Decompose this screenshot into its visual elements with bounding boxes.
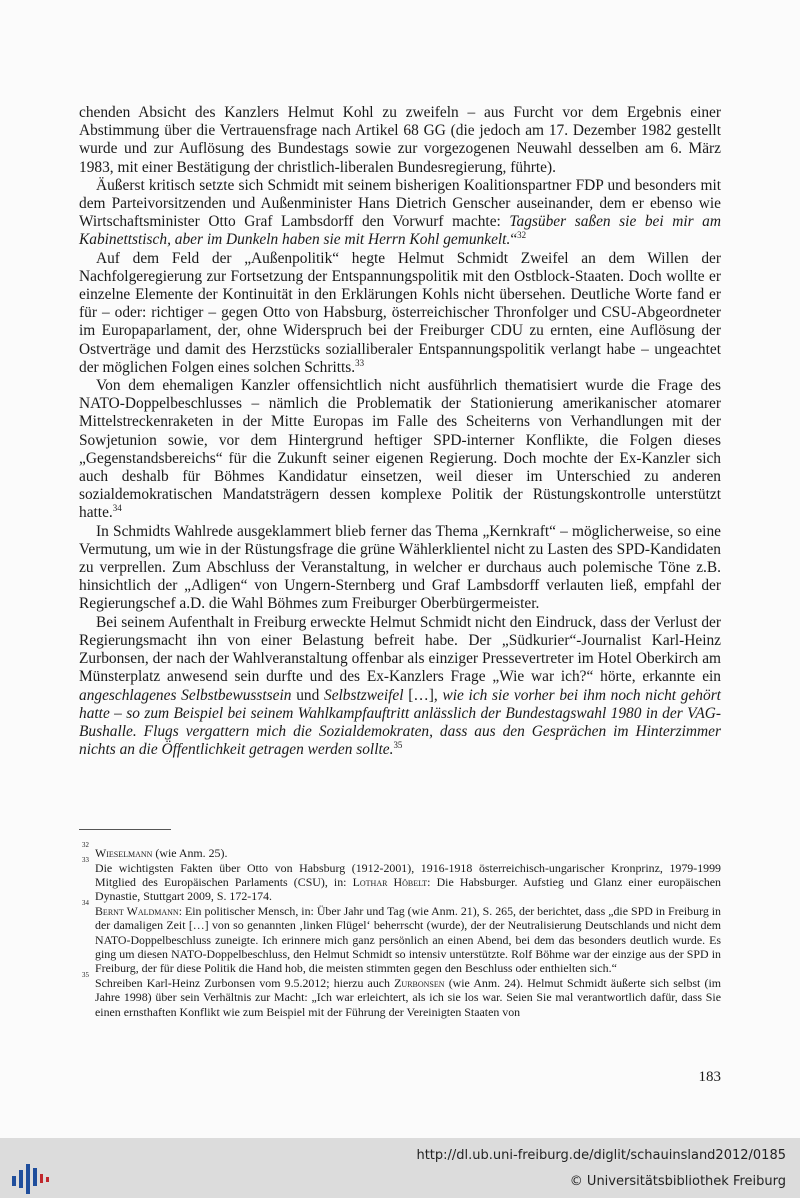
footnote-separator xyxy=(79,829,171,830)
footer-bar xyxy=(0,1138,800,1198)
body-text xyxy=(79,104,721,759)
quote-italic: Tagsüber saßen sie bei mir am Kabinettstisch, aber im Dunkeln haben sie mit Herrn Kohl gemunkelt. xyxy=(79,213,721,249)
quote-italic: wie ich sie vorher bei ihm noch nicht gehört hatte – so zum Beispiel bei seinem Wahlkampfauftritt anlässlich der Bundestagswahl 1980 in der VAG-Bushalle. Flugs vergattern mich die Sozialdemokraten, dass aus den Gesprächen im Hinterzimmer nichts an die Öffentlichkeit getragen werden sollte. xyxy=(79,686,721,759)
paragraph: Äußerst kritisch setzte sich Schmidt mit seinem bisherigen Koalitionspartner FDP und besonders mit dem Parteivorsitzenden und Außenminister Hans Dietrich Genscher auseinander, dem er ebenso wie Wirtschaftsminister Otto Graf Lambsdorff den Vorwurf machte: Tagsüber saßen sie bei mir am Kabinettstisch, aber im Dunkeln haben sie mit Herrn Kohl gemunkelt.“$^{32}$ xyxy=(79,176,721,249)
paragraph: chenden Absicht des Kanzlers Helmut Kohl zu zweifeln – aus Furcht vor dem Ergebnis einer Abstimmung über die Vertrauensfrage nach Artikel 68 GG (die jedoch am 17. Dezember 1982 gestellt wurde und zur Auflösung des Bundestags sowie zur vorgezogenen Neuwahl desselben am 6. März 1983, mit einer Bestätigung der christlich-liberalen Bundesregierung, führte). xyxy=(79,104,721,176)
footnote: 34 Bernt Waldmann: Ein politischer Mensch, in: Über Jahr und Tag (wie Anm. 21), S. 265, der berichtet, dass „die SPD in Freiburg in der damaligen Zeit […] von so genannten ‚linken Flügel‘ beherrscht (wurde), der der Neutralisierung Deutschlands und nicht dem NATO-Doppelbeschluss zuneigte. Ich erinnere mich ganz persönlich an einen Abend, bei dem das besonders deutlich wurde. Es ging um diesen NATO-Doppelbeschluss, den Helmut Schmidt so intensiv unterstützte. Rolf Böhme war der einzige aus der SPD in Freiburg, der für diese Politik die Hand hob, die meisten stimmten gegen den Beschluss oder enthielten sich.“ xyxy=(82,900,721,976)
paragraph: In Schmidts Wahlrede ausgeklammert blieb ferner das Thema „Kernkraft“ – möglicherweise, so eine Vermutung, um wie in der Rüstungsfrage die grüne Wählerklientel nicht zu Lasten des SPD-Kandidaten zu verprellen. Zum Abschluss der Veranstaltung, in welcher er durchaus auch polemische Töne z.B. hinsichtlich der „Adligen“ von Ungern-Sternberg und Graf Lambsdorff verlauten ließ, empfahl der Regierungschef a.D. die Wahl Böhmes zum Freiburger Oberbürgermeister. xyxy=(79,522,721,613)
source-url-link[interactable]: http://dl.ub.uni-freiburg.de/diglit/schauinsland2012/0185 xyxy=(416,1148,786,1163)
footnote-ref: 35 xyxy=(393,739,403,750)
footnote: 35 Schreiben Karl-Heinz Zurbonsen vom 9.5.2012; hierzu auch Zurbonsen (wie Anm. 24). Helmut Schmidt äußerte sich selbst (im Jahre 1998) über sein Verhältnis zur Macht: „Ich war erleichtert, als ich sie los war. Seien Sie mal verantwortlich dafür, dass Sie einen ernsthaften Konflikt wie zum Beispiel mit der Führung der Vereinigten Staaten von xyxy=(82,972,721,1019)
library-logo-icon xyxy=(10,1150,54,1194)
footnote-ref: 34 xyxy=(112,503,122,514)
footnote: 33 Die wichtigsten Fakten über Otto von Habsburg (1912-2001), 1916-1918 österreichisch-ungarischer Kronprinz, 1979-1999 Mitglied des Europäischen Parlaments (CSU), in: Lothar Höbelt: Die Habsburger. Aufstieg und Glanz einer europäischen Dynastie, Stuttgart 2009, S. 172-174. xyxy=(82,856,722,904)
paragraph: Bei seinem Aufenthalt in Freiburg erweckte Helmut Schmidt nicht den Eindruck, dass der Verlust der Regierungsmacht ihn von einer Belastung befreit habe. Der „Südkurier“-Journalist Karl-Heinz Zurbonsen, der nach der Wahlveranstaltung offenbar als einziger Pressevertreter im Hotel Oberkirch am Münsterplatz anwesend sein durfte und des Ex-Kanzlers Frage „Wie war ich?“ hörte, erkannte ein angeschlagenes Selbstbewusstsein und Selbstzweifel […], wie ich sie vorher bei ihm noch nicht gehört hatte – so zum Beispiel bei seinem Wahlkampfauftritt anlässlich der Bundestagswahl 1980 in der VAG-Bushalle. Flugs vergattern mich die Sozialdemokraten, dass aus den Gesprächen im Hinterzimmer nichts an die Öffentlichkeit getragen werden sollte.$^{35}$ xyxy=(79,613,721,759)
paragraph: Auf dem Feld der „Außenpolitik“ hegte Helmut Schmidt Zweifel an dem Willen der Nachfolgeregierung zur Fortsetzung der Entspannungspolitik mit den Ostblock-Staaten. Doch wollte er einzelne Elemente der Kontinuität in den Erklärungen Kohls nicht übersehen. Deutliche Worte fand er für – oder: richtiger – gegen Otto von Habsburg, österreichischer Thronfolger und CSU-Abgeordneter im Europaparlament, der, ohne Widerspruch bei der Freiburger CDU zu ernten, eine Auflösung der Ostverträge und damit des Herzstücks sozialliberaler Entspannungspolitik verlangt habe – ungeachtet der möglichen Folgen eines solchen Schritts.$^{33}$ xyxy=(79,249,721,376)
footnote-ref: 33 xyxy=(355,357,365,368)
copyright-text: © Universitätsbibliothek Freiburg xyxy=(569,1174,786,1189)
paragraph: Von dem ehemaligen Kanzler offensichtlich nicht ausführlich thematisiert wurde die Frage des NATO-Doppelbeschlusses – nämlich die Problematik der Stationierung amerikanischer atomarer Mittelstreckenraketen in der Mitte Europas im Falle des Scheiterns von Verhandlungen mit der Sowjetunion sowie, vor dem Hintergrund heftiger SPD-interner Konflikte, die Folgen dieses „Gegenstandsbereichs“ für die Zukunft seiner eigenen Regierung. Doch mochte der Ex-Kanzler sich auch deshalb für Böhmes Kandidatur einsetzen, weil dieser im Unterschied zu anderen sozialdemokratischen Mandatsträgern dessen komplexe Politik der Rüstungskontrolle unterstützt hatte.$^{34}$ xyxy=(79,377,721,522)
footnote: 32 Wieselmann (wie Anm. 25). xyxy=(82,842,228,860)
footnotes xyxy=(79,842,722,1020)
page-number: 183 xyxy=(698,1069,721,1085)
footnote-ref: 32 xyxy=(517,230,527,241)
